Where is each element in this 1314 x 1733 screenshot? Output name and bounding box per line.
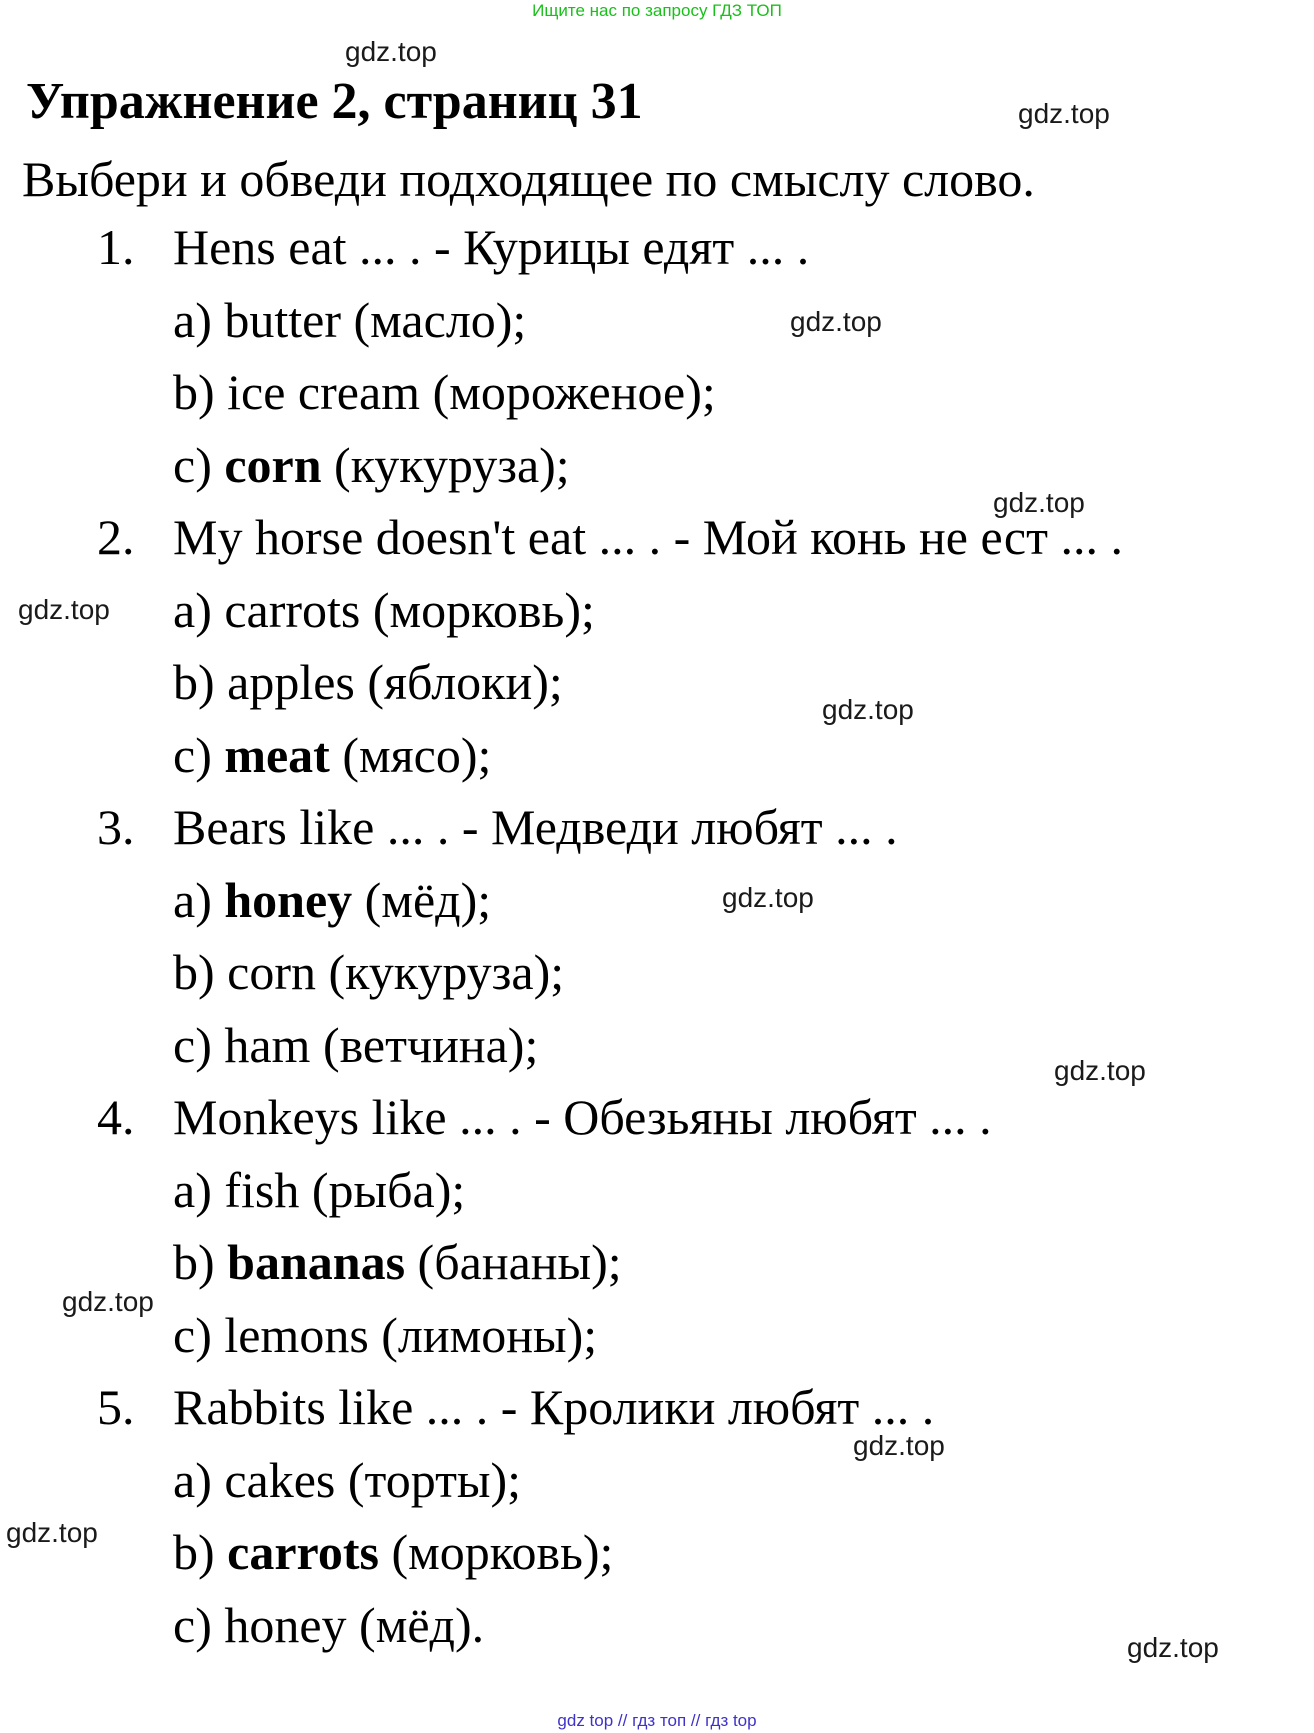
answer-option [173,1017,539,1073]
option-word: ham [224,1017,311,1073]
option-translation: (мороженое); [432,364,716,420]
watermark: gdz.top [1054,1055,1146,1086]
answer-option [173,364,716,420]
answer-option [173,1307,598,1363]
top-banner: Ищите нас по запросу ГДЗ ТОП [532,1,782,20]
question-text: Rabbits like ... . - Кролики любят ... . [173,1379,935,1435]
correct-answer-word: bananas [227,1234,406,1290]
question-text: Monkeys like ... . - Обезьяны любят ... . [173,1089,992,1145]
option-translation: (рыба); [311,1162,466,1218]
option-translation: (масло); [353,292,527,348]
watermark: gdz.top [822,694,914,725]
answer-option [173,1234,622,1290]
option-letter: b) [173,654,215,710]
question-number: 4. [97,1089,135,1145]
correct-answer-word: carrots [227,1524,379,1580]
answer-option [173,944,565,1000]
answer-option [173,1452,522,1508]
option-letter: c) [173,727,212,783]
option-translation: (ветчина); [322,1017,539,1073]
option-translation: (яблоки); [367,654,563,710]
option-letter: a) [173,1452,212,1508]
watermark: gdz.top [853,1430,945,1461]
option-word: apples [227,654,355,710]
answer-option [173,1524,614,1580]
answer-option [173,582,595,638]
option-translation: (мясо); [342,727,492,783]
watermark: gdz.top [345,36,437,67]
option-word: fish [224,1162,300,1218]
page-title: Упражнение 2, страниц 31 [26,73,643,130]
option-letter: c) [173,1017,212,1073]
watermark: gdz.top [722,882,814,913]
question-number: 2. [97,509,135,565]
question-number: 5. [97,1379,135,1435]
correct-answer-word: honey [224,872,353,928]
option-letter: b) [173,944,215,1000]
option-word: cakes [224,1452,336,1508]
answer-option [173,437,570,493]
watermark: gdz.top [993,487,1085,518]
option-translation: (кукуруза); [334,437,570,493]
question-number: 1. [97,219,135,275]
option-word: carrots [224,582,361,638]
answer-option [173,1162,466,1218]
correct-answer-word: meat [224,727,330,783]
watermark: gdz.top [1127,1632,1219,1663]
option-translation: (торты); [347,1452,522,1508]
answer-option [173,727,492,783]
watermark: gdz.top [1018,98,1110,129]
option-translation: (морковь); [372,582,595,638]
option-letter: c) [173,1307,212,1363]
answer-option [173,1597,485,1653]
correct-answer-word: corn [224,437,322,493]
option-translation: (кукуруза); [328,944,565,1000]
option-translation: (мёд). [359,1597,485,1653]
question-text: Hens eat ... . - Курицы едят ... . [173,219,810,275]
answer-option [173,872,492,928]
instruction: Выбери и обведи подходящее по смыслу слово. [22,151,1035,207]
watermark: gdz.top [6,1517,98,1548]
footer: gdz top // гдз топ // гдз top [557,1711,757,1730]
option-word: butter [224,292,341,348]
option-letter: c) [173,1597,212,1653]
answer-option [173,292,527,348]
answer-option [173,654,563,710]
option-word: ice cream [227,364,421,420]
option-translation: (мёд); [364,872,492,928]
option-letter: c) [173,437,212,493]
watermark: gdz.top [790,306,882,337]
option-letter: b) [173,1524,215,1580]
question-text: My horse doesn't eat ... . - Мой конь не ест ... . [173,509,1123,565]
option-letter: b) [173,1234,215,1290]
option-word: lemons [224,1307,369,1363]
question-number: 3. [97,799,135,855]
watermark: gdz.top [62,1286,154,1317]
option-translation: (бананы); [417,1234,622,1290]
option-letter: b) [173,364,215,420]
option-translation: (морковь); [391,1524,614,1580]
option-word: corn [227,944,316,1000]
watermark: gdz.top [18,594,110,625]
option-letter: a) [173,582,212,638]
option-translation: (лимоны); [381,1307,598,1363]
question-text: Bears like ... . - Медведи любят ... . [173,799,898,855]
option-letter: a) [173,292,212,348]
option-letter: a) [173,872,212,928]
option-letter: a) [173,1162,212,1218]
option-word: honey [224,1597,347,1653]
